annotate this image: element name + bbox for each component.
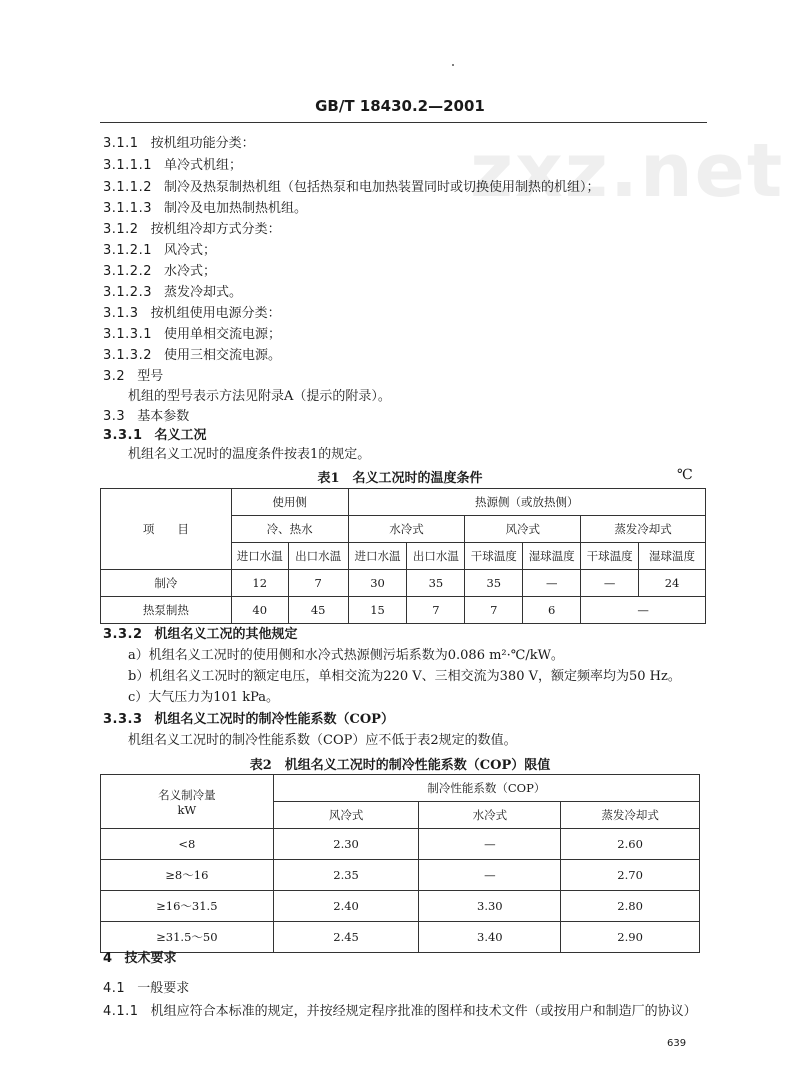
table2-cell: 2.35 [273, 860, 419, 891]
clause-3-1-2: 3.1.2 按机组冷却方式分类： [103, 222, 281, 237]
table1-cell: 6 [523, 597, 581, 624]
table2-col-header: 风冷式 [273, 802, 419, 829]
clause-3-1-1: 3.1.1 按机组功能分类： [103, 136, 255, 151]
table2-capacity-unit: kW [177, 802, 197, 817]
table1-subheader: 湿球温度 [523, 543, 581, 570]
table2-cell: 2.60 [561, 829, 700, 860]
clause-3-1-1-2: 3.1.1.2 制冷及热泵制热机组（包括热泵和电加热装置同时或切换使用制热的机组）； [103, 180, 600, 195]
clause-3-3-2: 3.3.2 机组名义工况的其他规定 [103, 627, 298, 642]
table1-subheader: 进口水温 [231, 543, 288, 570]
table-row [101, 570, 706, 597]
table-row [101, 829, 700, 860]
table1-cell: 30 [348, 570, 407, 597]
clause-3-3-3-text: 机组名义工况时的制冷性能系数（COP）应不低于表2规定的数值。 [128, 733, 517, 748]
clause-3-2-text: 机组的型号表示方法见附录A（提示的附录）。 [128, 389, 391, 404]
table-row [101, 922, 700, 953]
clause-4-1: 4.1 一般要求 [103, 981, 190, 996]
clause-3-1-2-3: 3.1.2.3 蒸发冷却式。 [103, 285, 242, 300]
table1-subheader: 干球温度 [465, 543, 523, 570]
table2-cell: 3.30 [419, 891, 561, 922]
table2-cell: 2.90 [561, 922, 700, 953]
clause-3-1-1-3: 3.1.1.3 制冷及电加热制热机组。 [103, 201, 307, 216]
table1-cell: 24 [639, 570, 706, 597]
table2-row-label: ≥8～16 [101, 860, 274, 891]
table1-cell: 7 [288, 570, 348, 597]
table2-cell: 2.30 [273, 829, 419, 860]
table2-row-label: ≥31.5～50 [101, 922, 274, 953]
clause-3-3-1: 3.3.1 名义工况 [103, 428, 207, 443]
table-row [101, 891, 700, 922]
table2-cell: — [419, 829, 561, 860]
table1-subheader: 进口水温 [348, 543, 407, 570]
page-number: 639 [667, 1038, 687, 1049]
table2-capacity-header [101, 775, 274, 829]
table1-air-cooled-header: 风冷式 [465, 516, 581, 543]
clause-3-1-3: 3.1.3 按机组使用电源分类： [103, 306, 281, 321]
clause-3-3: 3.3 基本参数 [103, 409, 190, 424]
table1-cell: 12 [231, 570, 288, 597]
table1-cold-hot-water-header: 冷、热水 [231, 516, 348, 543]
table2-cop-header: 制冷性能系数（COP） [273, 775, 699, 802]
clause-3-1-2-1: 3.1.2.1 风冷式； [103, 243, 216, 258]
clause-4-1-1: 4.1.1 机组应符合本标准的规定，并按经规定程序批准的图样和技术文件（或按用户和制造厂的协议） [103, 1004, 697, 1019]
table1-subheader: 干球温度 [581, 543, 639, 570]
section-4-heading: 4 技术要求 [103, 951, 177, 966]
clause-3-1-3-1: 3.1.3.1 使用单相交流电源； [103, 327, 281, 342]
table1-subheader: 出口水温 [407, 543, 465, 570]
table2-caption: 表2 机组名义工况时的制冷性能系数（COP）限值 [249, 758, 551, 773]
table1-caption: 表1 名义工况时的温度条件 [317, 471, 483, 486]
table2-row-label: ≥16～31.5 [101, 891, 274, 922]
document-header: GB/T 18430.2—2001 [315, 97, 485, 115]
table2-row-label: <8 [101, 829, 274, 860]
table1-unit: ℃ [677, 467, 693, 483]
table2-cell: 2.80 [561, 891, 700, 922]
table-row [101, 860, 700, 891]
table2-cell: 2.45 [273, 922, 419, 953]
table1-use-side-header: 使用侧 [231, 489, 348, 516]
table2 [100, 774, 700, 953]
table1-cell: 40 [231, 597, 288, 624]
clause-3-3-3: 3.3.3 机组名义工况时的制冷性能系数（COP） [103, 712, 394, 727]
table2-cell: 2.70 [561, 860, 700, 891]
scan-speck [452, 64, 454, 66]
table1-heat-side-header: 热源侧（或放热侧） [348, 489, 705, 516]
table1-subheader: 湿球温度 [639, 543, 706, 570]
clause-3-3-2-b: b）机组名义工况时的额定电压，单相交流为220 V、三相交流为380 V，额定频率均为50 Hz。 [128, 669, 681, 684]
clause-3-1-3-2: 3.1.3.2 使用三相交流电源。 [103, 348, 281, 363]
table1-cell: 45 [288, 597, 348, 624]
watermark: zxz.net [470, 128, 785, 214]
table1-cell: 15 [348, 597, 407, 624]
table1-merged-cell: — [581, 597, 706, 624]
table2-col-header: 蒸发冷却式 [561, 802, 700, 829]
table1 [100, 488, 706, 624]
table2-cell: — [419, 860, 561, 891]
table2-cell: 3.40 [419, 922, 561, 953]
table1-water-cooled-header: 水冷式 [348, 516, 465, 543]
table1-cell: 35 [407, 570, 465, 597]
clause-3-3-2-c: c）大气压力为101 kPa。 [128, 690, 280, 705]
clause-3-2: 3.2 型号 [103, 369, 164, 384]
table1-row-label: 热泵制热 [101, 597, 232, 624]
clause-3-3-1-text: 机组名义工况时的温度条件按表1的规定。 [128, 447, 371, 462]
table1-cell: 35 [465, 570, 523, 597]
header-rule [100, 122, 707, 123]
table1-cell: — [523, 570, 581, 597]
table-row [101, 597, 706, 624]
clause-3-1-1-1: 3.1.1.1 单冷式机组； [103, 158, 242, 173]
table1-cell: — [581, 570, 639, 597]
table1-cell: 7 [465, 597, 523, 624]
clause-3-3-2-a: a）机组名义工况时的使用侧和水冷式热源侧污垢系数为0.086 m²·℃/kW。 [128, 648, 564, 663]
table1-row-label: 制冷 [101, 570, 232, 597]
table1-subheader: 出口水温 [288, 543, 348, 570]
table1-evap-cooled-header: 蒸发冷却式 [581, 516, 706, 543]
table1-cell: 7 [407, 597, 465, 624]
clause-3-1-2-2: 3.1.2.2 水冷式； [103, 264, 216, 279]
table2-cell: 2.40 [273, 891, 419, 922]
table2-col-header: 水冷式 [419, 802, 561, 829]
table1-item-header: 项 目 [101, 489, 232, 570]
table2-capacity-label: 名义制冷量 [158, 787, 216, 802]
